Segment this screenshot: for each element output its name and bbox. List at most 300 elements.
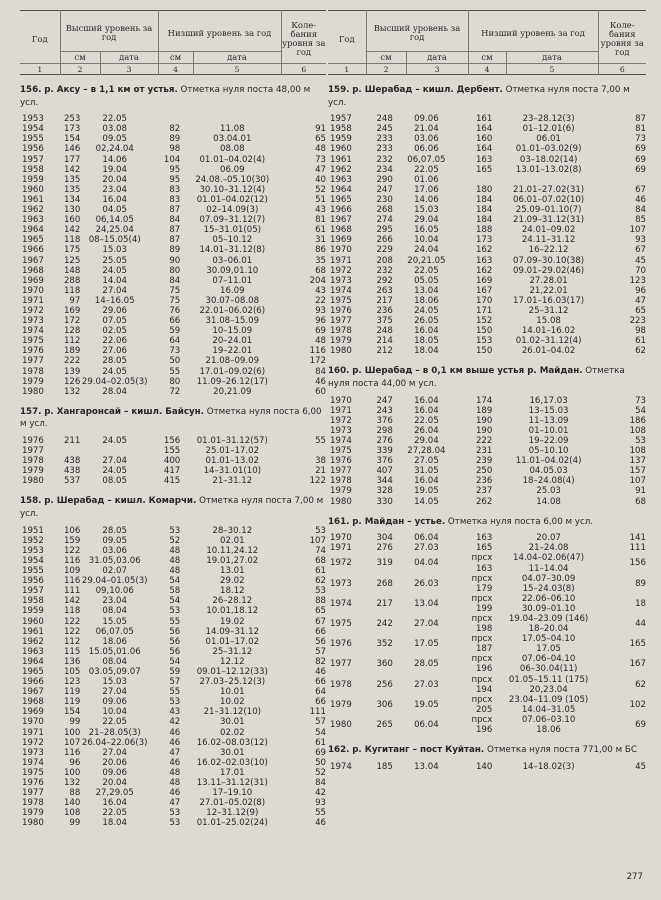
- cell-amplitude: 108: [629, 425, 646, 436]
- cell-year: 1973: [330, 275, 352, 286]
- cell-amplitude: 223: [629, 316, 646, 327]
- cell-high-date: 26.03: [414, 578, 439, 589]
- cell-amplitude: 102: [629, 699, 646, 710]
- cell-high-date: 16.04: [414, 476, 439, 487]
- cell-amplitude: 50: [315, 757, 326, 768]
- cell-low-date: 26.01–04.02: [521, 346, 576, 357]
- cell-low-date: 30.09,01.10: [206, 265, 259, 276]
- cell-high-date: 16.04: [102, 194, 127, 205]
- cell-low-date: 16,17.03: [529, 395, 568, 406]
- cell-low-date: 28–30.12: [212, 525, 253, 536]
- cell-low-cm: 170: [475, 295, 493, 306]
- table-row: [328, 476, 646, 486]
- cell-year: 1969: [22, 275, 44, 286]
- left-column: [20, 10, 326, 828]
- cell-high-date: 17.06: [414, 184, 439, 195]
- cell-high-date: 24.05: [102, 265, 127, 276]
- station-gauge-datum: Отметка нуля поста 7,00 м усл.: [328, 85, 630, 108]
- cell-low-date: 02.01: [220, 535, 245, 546]
- cell-high-cm: 233: [376, 134, 393, 145]
- cell-year: 1976: [330, 639, 352, 650]
- table-row: [20, 606, 326, 616]
- cell-amplitude: 51: [315, 194, 326, 205]
- cell-line: 11–14.04: [528, 563, 569, 574]
- cell-low-date: 03–18.02(14): [519, 154, 578, 165]
- cell-high-cm: 122: [63, 626, 81, 637]
- cell-low-cm: 53: [169, 818, 181, 829]
- cell-high-cm: 107: [63, 737, 81, 748]
- cell-year: 1959: [22, 606, 44, 617]
- station-title: [328, 516, 646, 529]
- cell-low-date: 25.01–17.02: [205, 446, 260, 457]
- cell-low-cm: 54: [169, 596, 181, 607]
- table-row: [328, 654, 646, 674]
- cell-low-cm: [460, 634, 492, 654]
- cell-amplitude: [605, 175, 646, 185]
- table-row: [328, 533, 646, 543]
- cell-year: 1961: [330, 154, 352, 165]
- cell-low-date: 14.09–31.12: [205, 626, 260, 637]
- table-row: [328, 486, 646, 496]
- cell-year: 1958: [22, 596, 44, 607]
- table-row: [328, 416, 646, 426]
- table-row: [20, 326, 326, 336]
- table-row: [328, 134, 646, 144]
- cell-high-date: 20.06: [102, 757, 127, 768]
- table-row: [328, 336, 646, 346]
- cell-low-date: 25–31.12: [528, 305, 569, 316]
- cell-line: 01.05–15.11 (175): [508, 674, 589, 685]
- cell-low-date: 02–14.09(3): [206, 205, 259, 216]
- cell-low-date: 04.05.03: [529, 466, 568, 477]
- cell-low-date: [492, 574, 604, 594]
- cell-high-date: 06,07.05: [407, 154, 446, 165]
- data-table: [328, 762, 646, 772]
- cell-high-cm: 154: [63, 707, 81, 718]
- cell-low-cm: 56: [169, 626, 181, 637]
- cell-low-cm: 47: [169, 747, 181, 758]
- table-row: [20, 446, 326, 456]
- cell-amplitude: 56: [315, 636, 326, 647]
- table-row: [20, 677, 326, 687]
- table-row: [328, 326, 646, 336]
- header-cm: см: [60, 52, 100, 64]
- cell-amplitude: 89: [635, 578, 646, 589]
- cell-amplitude: 65: [635, 305, 646, 316]
- table-row: [20, 748, 326, 758]
- cell-year: 1973: [330, 578, 352, 589]
- cell-line: 19.04–23.09 (146): [508, 614, 589, 624]
- cell-low-cm: 262: [475, 496, 493, 507]
- cell-amplitude: 96: [635, 285, 646, 296]
- cell-amplitude: 81: [635, 124, 646, 135]
- cell-amplitude: 66: [315, 677, 326, 688]
- cell-high-date: 15.03: [414, 205, 439, 216]
- cell-amplitude: 141: [629, 533, 646, 544]
- cell-amplitude: 57: [315, 646, 326, 657]
- cell-high-date: 19.05: [414, 699, 439, 710]
- cell-low-date: [180, 114, 284, 124]
- cell-year: 1973: [330, 425, 352, 436]
- station-title: [20, 84, 326, 109]
- cell-high-cm: 537: [63, 476, 81, 487]
- table-row: [328, 553, 646, 573]
- cell-high-cm: 248: [376, 114, 393, 125]
- cell-high-date: 29.04: [414, 215, 439, 226]
- cell-low-date: [492, 594, 604, 614]
- cell-low-date: 15–31.01(05): [203, 225, 262, 236]
- cell-amplitude: 42: [315, 788, 326, 799]
- table-row: [328, 225, 646, 235]
- cell-high-cm: 360: [376, 659, 393, 670]
- cell-line: 165: [475, 543, 493, 554]
- cell-year: 1959: [330, 134, 352, 145]
- cell-high-cm: 119: [63, 687, 81, 698]
- cell-high-cm: 292: [376, 275, 393, 286]
- cell-high-cm: 140: [63, 798, 81, 809]
- cell-high-date: 27.05: [414, 456, 439, 467]
- cell-low-cm: 190: [475, 425, 493, 436]
- table-row: [20, 185, 326, 195]
- cell-low-date: 03.04.01: [213, 134, 252, 145]
- cell-line: 30.09–01.10: [521, 603, 576, 614]
- cell-low-cm: 50: [169, 356, 181, 367]
- table-row: [20, 316, 326, 326]
- cell-low-date: 14–31.01(10): [203, 466, 262, 477]
- cell-low-date: 30.01: [220, 717, 245, 728]
- cell-high-date: 22.05: [414, 265, 439, 276]
- table-row: [328, 614, 646, 634]
- cell-low-cm: 174: [475, 395, 493, 406]
- cell-high-date: 24.05: [414, 305, 439, 316]
- cell-amplitude: 47: [635, 295, 646, 306]
- cell-line: пpcx: [471, 593, 493, 604]
- cell-high-cm: 234: [376, 164, 393, 175]
- cell-low-date: 12–31.12(9): [206, 808, 259, 819]
- cell-low-cm: 72: [169, 386, 181, 397]
- cell-high-cm: 253: [63, 114, 81, 125]
- cell-year: 1977: [330, 466, 352, 477]
- cell-amplitude: 46: [315, 666, 326, 677]
- table-row: [20, 306, 326, 316]
- cell-low-cm: 165: [475, 164, 493, 175]
- cell-low-date: 17.01–09.02(6): [199, 366, 266, 377]
- cell-high-date: 26.04: [414, 425, 439, 436]
- cell-high-date: 05.05: [414, 275, 439, 286]
- cell-low-date: 01.01–17.02: [205, 636, 260, 647]
- cell-low-date: 13.11–31.12(31): [196, 778, 268, 788]
- cell-low-cm: 52: [169, 535, 181, 546]
- station-river: р. Аксу – в 1,1 км от устья.: [44, 85, 178, 95]
- table-row: [328, 276, 646, 286]
- cell-amplitude: 62: [635, 346, 646, 357]
- cell-high-cm: [51, 446, 80, 456]
- cell-line: 20.07: [536, 533, 561, 544]
- cell-low-date: 21–31.12(10): [203, 707, 262, 718]
- cell-high-date: 22.05: [102, 717, 127, 728]
- table-row: [20, 728, 326, 738]
- cell-high-date: 03.06: [102, 545, 127, 556]
- cell-high-date: 14.06: [414, 194, 439, 205]
- cell-high-cm: 222: [63, 356, 81, 367]
- cell-low-date: [492, 614, 604, 634]
- cell-year: 1956: [22, 576, 44, 587]
- cell-high-cm: 243: [376, 405, 393, 416]
- cell-high-date: 22.05: [102, 114, 127, 125]
- cell-amplitude: 108: [629, 446, 646, 457]
- cell-year: 1960: [22, 184, 44, 195]
- station-title: [328, 365, 646, 390]
- cell-low-cm: 95: [169, 164, 181, 175]
- cell-high-cm: 247: [376, 184, 393, 195]
- cell-low-cm: 59: [169, 326, 181, 337]
- cell-low-date: 30.10–31.12(4): [199, 184, 266, 195]
- cell-low-date: 27.03–25.12(3): [199, 677, 266, 688]
- cell-amplitude: 186: [629, 415, 646, 426]
- cell-amplitude: 111: [309, 707, 326, 718]
- cell-high-cm: 148: [63, 265, 81, 276]
- cell-line: 196: [475, 664, 493, 675]
- cell-low-cm: 150: [475, 326, 493, 337]
- cell-amplitude: 45: [635, 255, 646, 266]
- cell-high-date: 10.04: [414, 235, 439, 246]
- cell-low-date: 31.08–15.09: [205, 316, 260, 327]
- cell-amplitude: 62: [315, 576, 326, 587]
- cell-high-date: 04.05: [102, 205, 127, 216]
- header-low: Низший уровень за год: [158, 11, 281, 52]
- cell-amplitude: 69: [315, 747, 326, 758]
- table-row: [20, 818, 326, 828]
- cell-high-cm: 119: [63, 697, 81, 708]
- cell-low-cm: 89: [169, 134, 181, 145]
- cell-high-date: 16.04: [414, 326, 439, 337]
- cell-high-date: 26.05: [414, 316, 439, 327]
- cell-year: 1975: [22, 767, 44, 778]
- cell-high-cm: 217: [376, 598, 393, 609]
- cell-low-cm: 66: [169, 316, 181, 327]
- cell-amplitude: 40: [315, 174, 326, 185]
- cell-year: 1977: [330, 659, 352, 670]
- cell-year: 1957: [22, 154, 44, 165]
- cell-low-date: 02.02: [220, 727, 245, 738]
- cell-amplitude: 44: [635, 619, 646, 630]
- cell-low-cm: 155: [163, 446, 181, 457]
- cell-year: 1972: [330, 558, 352, 569]
- cell-low-cm: 46: [169, 757, 181, 768]
- cell-high-cm: 139: [63, 366, 81, 377]
- cell-low-cm: 57: [169, 677, 181, 688]
- cell-high-cm: 160: [63, 215, 81, 226]
- table-row: [20, 245, 326, 255]
- cell-line: пpcx: [471, 573, 493, 584]
- cell-high-cm: 376: [376, 456, 393, 467]
- cell-low-date: [492, 695, 604, 715]
- cell-low-date: 01.01–13.02: [205, 456, 260, 467]
- cell-high-cm: 330: [376, 496, 393, 507]
- cell-amplitude: 66: [315, 697, 326, 708]
- cell-high-date: 23.04: [102, 596, 127, 607]
- cell-low-cm: 42: [169, 717, 181, 728]
- table-header-right: [328, 10, 646, 75]
- table-row: [20, 456, 326, 466]
- table-row: [328, 436, 646, 446]
- cell-high-date: 04.04: [414, 558, 439, 569]
- cell-low-date: 10.01: [220, 687, 245, 698]
- cell-amplitude: 21: [315, 466, 326, 477]
- cell-low-cm: 167: [475, 285, 493, 296]
- table-row: [20, 596, 326, 606]
- cell-high-date: 13.04: [414, 761, 439, 772]
- cell-low-cm: 53: [169, 606, 181, 617]
- cell-year: 1970: [330, 245, 352, 256]
- table-row: [328, 185, 646, 195]
- cell-high-date: 02.05: [102, 326, 127, 337]
- cell-high-cm: 136: [63, 656, 81, 667]
- cell-low-cm: 415: [163, 476, 181, 487]
- table-row: [20, 576, 326, 586]
- cell-year: 1969: [330, 235, 352, 246]
- header-num: 2: [60, 64, 100, 75]
- cell-low-date: [492, 654, 604, 674]
- cell-high-date: 31.05: [414, 466, 439, 477]
- cell-high-date: 26.04–22.06(3): [81, 737, 148, 748]
- cell-high-cm: 274: [376, 215, 393, 226]
- cell-year: 1965: [22, 666, 44, 677]
- cell-high-cm: 169: [63, 305, 81, 316]
- cell-high-cm: 229: [376, 245, 393, 256]
- table-row: [20, 617, 326, 627]
- table-row: [20, 647, 326, 657]
- table-row: [20, 175, 326, 185]
- cell-low-date: 07.09–30.10(38): [513, 255, 585, 266]
- table-row: [20, 546, 326, 556]
- cell-amplitude: 54: [635, 405, 646, 416]
- station-number: 158.: [20, 496, 42, 507]
- cell-amplitude: 48: [315, 144, 326, 155]
- header-num: 6: [281, 64, 326, 75]
- cell-amplitude: 93: [635, 235, 646, 246]
- table-row: [20, 536, 326, 546]
- table-row: [328, 594, 646, 614]
- cell-amplitude: 65: [315, 606, 326, 617]
- cell-high-cm: 268: [376, 578, 393, 589]
- cell-high-cm: 135: [63, 184, 81, 195]
- cell-high-date: 18.04: [102, 818, 127, 829]
- cell-high-cm: 116: [63, 576, 81, 587]
- cell-high-date: 29.04–02.05(3): [81, 376, 148, 387]
- table-row: [328, 715, 646, 735]
- cell-low-cm: 54: [169, 656, 181, 667]
- cell-year: 1967: [330, 215, 352, 226]
- cell-amplitude: 31: [315, 235, 326, 246]
- cell-low-cm: 156: [163, 436, 181, 446]
- table-row: [20, 808, 326, 818]
- cell-low-date: 18–24.08(4): [522, 476, 575, 487]
- cell-low-date: 14–18.02(3): [522, 761, 575, 772]
- cell-low-cm: 163: [475, 154, 493, 165]
- header-num: 5: [193, 64, 281, 75]
- table-row: [328, 497, 646, 507]
- cell-low-cm: 184: [475, 205, 493, 216]
- cell-low-date: 18.12: [220, 586, 245, 597]
- cell-line: 15–24.03(8): [522, 583, 575, 594]
- station-number: 160.: [328, 366, 350, 377]
- cell-high-date: 09.05: [102, 134, 127, 145]
- cell-line: 196: [475, 725, 493, 736]
- cell-high-date: 09.06: [414, 114, 439, 125]
- data-table: [328, 396, 646, 507]
- cell-high-date: 08.05: [102, 476, 127, 487]
- right-column: [328, 10, 646, 772]
- table-row: [20, 637, 326, 647]
- cell-low-cm: 236: [475, 476, 493, 487]
- table-row: [328, 235, 646, 245]
- cell-line: 04.07–30.09: [521, 573, 576, 584]
- cell-amplitude: 84: [315, 778, 326, 788]
- cell-high-date: 29.04: [414, 436, 439, 446]
- cell-year: 1974: [330, 761, 352, 772]
- cell-low-cm: 417: [163, 466, 181, 477]
- cell-amplitude: 35: [315, 255, 326, 266]
- cell-low-date: 01.01–25.02(24): [196, 818, 268, 829]
- cell-high-cm: 268: [376, 205, 393, 216]
- cell-amplitude: 67: [635, 184, 646, 195]
- cell-low-cm: 84: [169, 215, 181, 226]
- cell-year: 1970: [330, 533, 352, 544]
- cell-low-cm: 161: [475, 114, 493, 125]
- cell-low-date: 25.09–01.10(7): [515, 205, 582, 216]
- cell-low-cm: 162: [475, 245, 493, 256]
- cell-low-date: 21.01–27.02(31): [513, 184, 585, 195]
- cell-high-cm: 132: [63, 386, 81, 397]
- cell-year: 1974: [330, 436, 352, 446]
- cell-low-date: 21–31.12: [212, 476, 253, 487]
- cell-year: 1954: [22, 124, 44, 135]
- cell-low-date: 13.01: [220, 566, 245, 577]
- table-row: [328, 114, 646, 124]
- cell-year: 1968: [22, 265, 44, 276]
- cell-amplitude: 82: [315, 656, 326, 667]
- cell-year: 1953: [22, 114, 44, 125]
- cell-low-date: 05–10.12: [212, 235, 253, 246]
- cell-high-cm: 126: [63, 376, 81, 387]
- cell-high-cm: 233: [376, 144, 393, 155]
- table-row: [328, 396, 646, 406]
- cell-high-date: 22.05: [414, 415, 439, 426]
- cell-high-cm: 116: [63, 555, 81, 566]
- cell-low-date: [492, 175, 604, 185]
- cell-year: 1976: [22, 778, 44, 788]
- cell-low-cm: 190: [475, 415, 493, 426]
- table-row: [328, 155, 646, 165]
- cell-high-cm: 118: [63, 285, 81, 296]
- cell-year: 1957: [22, 586, 44, 597]
- cell-high-cm: 99: [69, 717, 81, 728]
- cell-year: 1965: [330, 194, 352, 205]
- cell-low-cm: [460, 675, 492, 695]
- cell-year: 1972: [22, 305, 44, 316]
- cell-year: 1972: [330, 265, 352, 276]
- table-row: [20, 377, 326, 387]
- cell-high-cm: 245: [376, 124, 393, 135]
- cell-amplitude: 66: [315, 626, 326, 637]
- cell-year: 1974: [330, 285, 352, 296]
- header-date: дата: [506, 52, 598, 64]
- station-river: р. Шерабад – кишл. Комарчи.: [44, 496, 197, 507]
- cell-amplitude: 46: [635, 194, 646, 205]
- station-number: 157.: [20, 406, 42, 417]
- cell-low-cm: 250: [475, 466, 493, 477]
